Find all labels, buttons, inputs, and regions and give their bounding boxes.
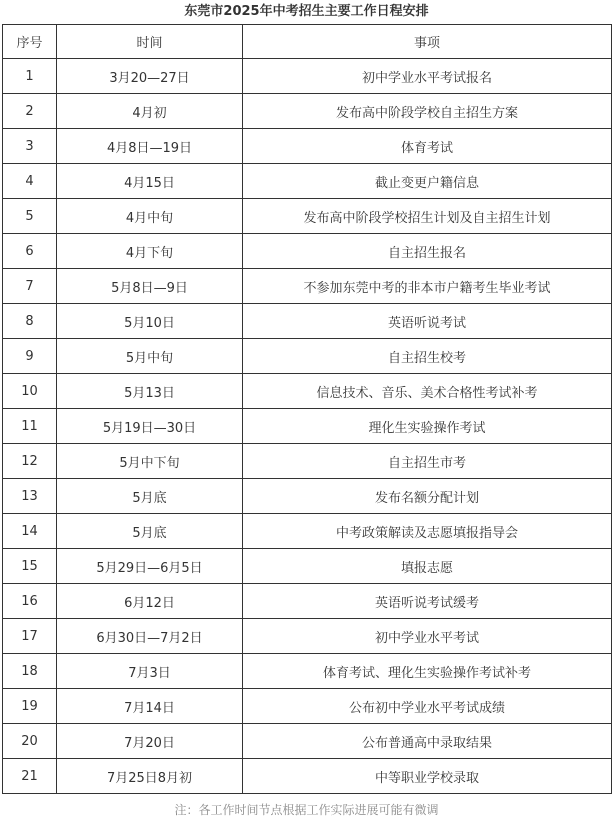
row-number: 12 <box>3 444 57 479</box>
row-item: 信息技术、音乐、美术合格性考试补考 <box>243 374 612 409</box>
row-number: 3 <box>3 129 57 164</box>
row-number: 15 <box>3 549 57 584</box>
row-item: 自主招生校考 <box>243 339 612 374</box>
row-time: 5月13日 <box>57 374 243 409</box>
header-time: 时间 <box>57 25 243 59</box>
table-row <box>3 759 612 794</box>
table-row <box>3 304 612 339</box>
row-time: 7月14日 <box>57 689 243 724</box>
row-item: 发布高中阶段学校招生计划及自主招生计划 <box>243 199 612 234</box>
row-number: 5 <box>3 199 57 234</box>
row-item: 公布普通高中录取结果 <box>243 724 612 759</box>
row-number: 17 <box>3 619 57 654</box>
row-time: 3月20—27日 <box>57 59 243 94</box>
row-time: 5月底 <box>57 479 243 514</box>
row-number: 19 <box>3 689 57 724</box>
row-number: 16 <box>3 584 57 619</box>
table-row <box>3 654 612 689</box>
row-item: 不参加东莞中考的非本市户籍考生毕业考试 <box>243 269 612 304</box>
row-number: 13 <box>3 479 57 514</box>
table-row <box>3 164 612 199</box>
row-number: 6 <box>3 234 57 269</box>
table-row <box>3 584 612 619</box>
row-time: 7月25日8月初 <box>57 759 243 794</box>
table-row <box>3 689 612 724</box>
table-row <box>3 269 612 304</box>
row-time: 5月8日—9日 <box>57 269 243 304</box>
table-row <box>3 549 612 584</box>
table-row <box>3 444 612 479</box>
row-item: 理化生实验操作考试 <box>243 409 612 444</box>
row-item: 体育考试、理化生实验操作考试补考 <box>243 654 612 689</box>
row-number: 4 <box>3 164 57 199</box>
row-time: 5月中旬 <box>57 339 243 374</box>
row-time: 7月20日 <box>57 724 243 759</box>
row-number: 8 <box>3 304 57 339</box>
row-time: 5月中下旬 <box>57 444 243 479</box>
schedule-table <box>2 24 612 794</box>
row-item: 初中学业水平考试报名 <box>243 59 612 94</box>
row-item: 自主招生市考 <box>243 444 612 479</box>
row-item: 填报志愿 <box>243 549 612 584</box>
row-number: 18 <box>3 654 57 689</box>
row-time: 4月15日 <box>57 164 243 199</box>
row-time: 6月12日 <box>57 584 243 619</box>
row-number: 9 <box>3 339 57 374</box>
row-item: 体育考试 <box>243 129 612 164</box>
header-number: 序号 <box>3 25 57 59</box>
row-time: 5月10日 <box>57 304 243 339</box>
table-row <box>3 234 612 269</box>
row-time: 4月8日—19日 <box>57 129 243 164</box>
header-item: 事项 <box>243 25 612 59</box>
row-time: 6月30日—7月2日 <box>57 619 243 654</box>
row-number: 21 <box>3 759 57 794</box>
table-row <box>3 619 612 654</box>
row-number: 10 <box>3 374 57 409</box>
table-row <box>3 339 612 374</box>
row-number: 2 <box>3 94 57 129</box>
row-number: 20 <box>3 724 57 759</box>
row-item: 自主招生报名 <box>243 234 612 269</box>
row-item: 中等职业学校录取 <box>243 759 612 794</box>
table-header-row <box>3 25 612 59</box>
row-item: 发布高中阶段学校自主招生方案 <box>243 94 612 129</box>
row-time: 4月下旬 <box>57 234 243 269</box>
row-time: 5月29日—6月5日 <box>57 549 243 584</box>
row-time: 4月中旬 <box>57 199 243 234</box>
row-time: 5月19日—30日 <box>57 409 243 444</box>
table-row <box>3 374 612 409</box>
row-time: 7月3日 <box>57 654 243 689</box>
table-row <box>3 479 612 514</box>
row-item: 英语听说考试 <box>243 304 612 339</box>
row-number: 14 <box>3 514 57 549</box>
row-number: 1 <box>3 59 57 94</box>
row-item: 中考政策解读及志愿填报指导会 <box>243 514 612 549</box>
row-time: 5月底 <box>57 514 243 549</box>
row-item: 截止变更户籍信息 <box>243 164 612 199</box>
row-item: 发布名额分配计划 <box>243 479 612 514</box>
table-row <box>3 59 612 94</box>
footnote: 注：各工作时间节点根据工作实际进展可能有微调 <box>174 803 439 817</box>
row-time: 4月初 <box>57 94 243 129</box>
row-number: 7 <box>3 269 57 304</box>
row-number: 11 <box>3 409 57 444</box>
page-title: 东莞市2025年中考招生主要工作日程安排 <box>184 4 429 19</box>
table-row <box>3 724 612 759</box>
table-row <box>3 129 612 164</box>
table-row <box>3 409 612 444</box>
row-item: 英语听说考试缓考 <box>243 584 612 619</box>
row-item: 初中学业水平考试 <box>243 619 612 654</box>
table-row <box>3 199 612 234</box>
table-row <box>3 514 612 549</box>
table-row <box>3 94 612 129</box>
row-item: 公布初中学业水平考试成绩 <box>243 689 612 724</box>
